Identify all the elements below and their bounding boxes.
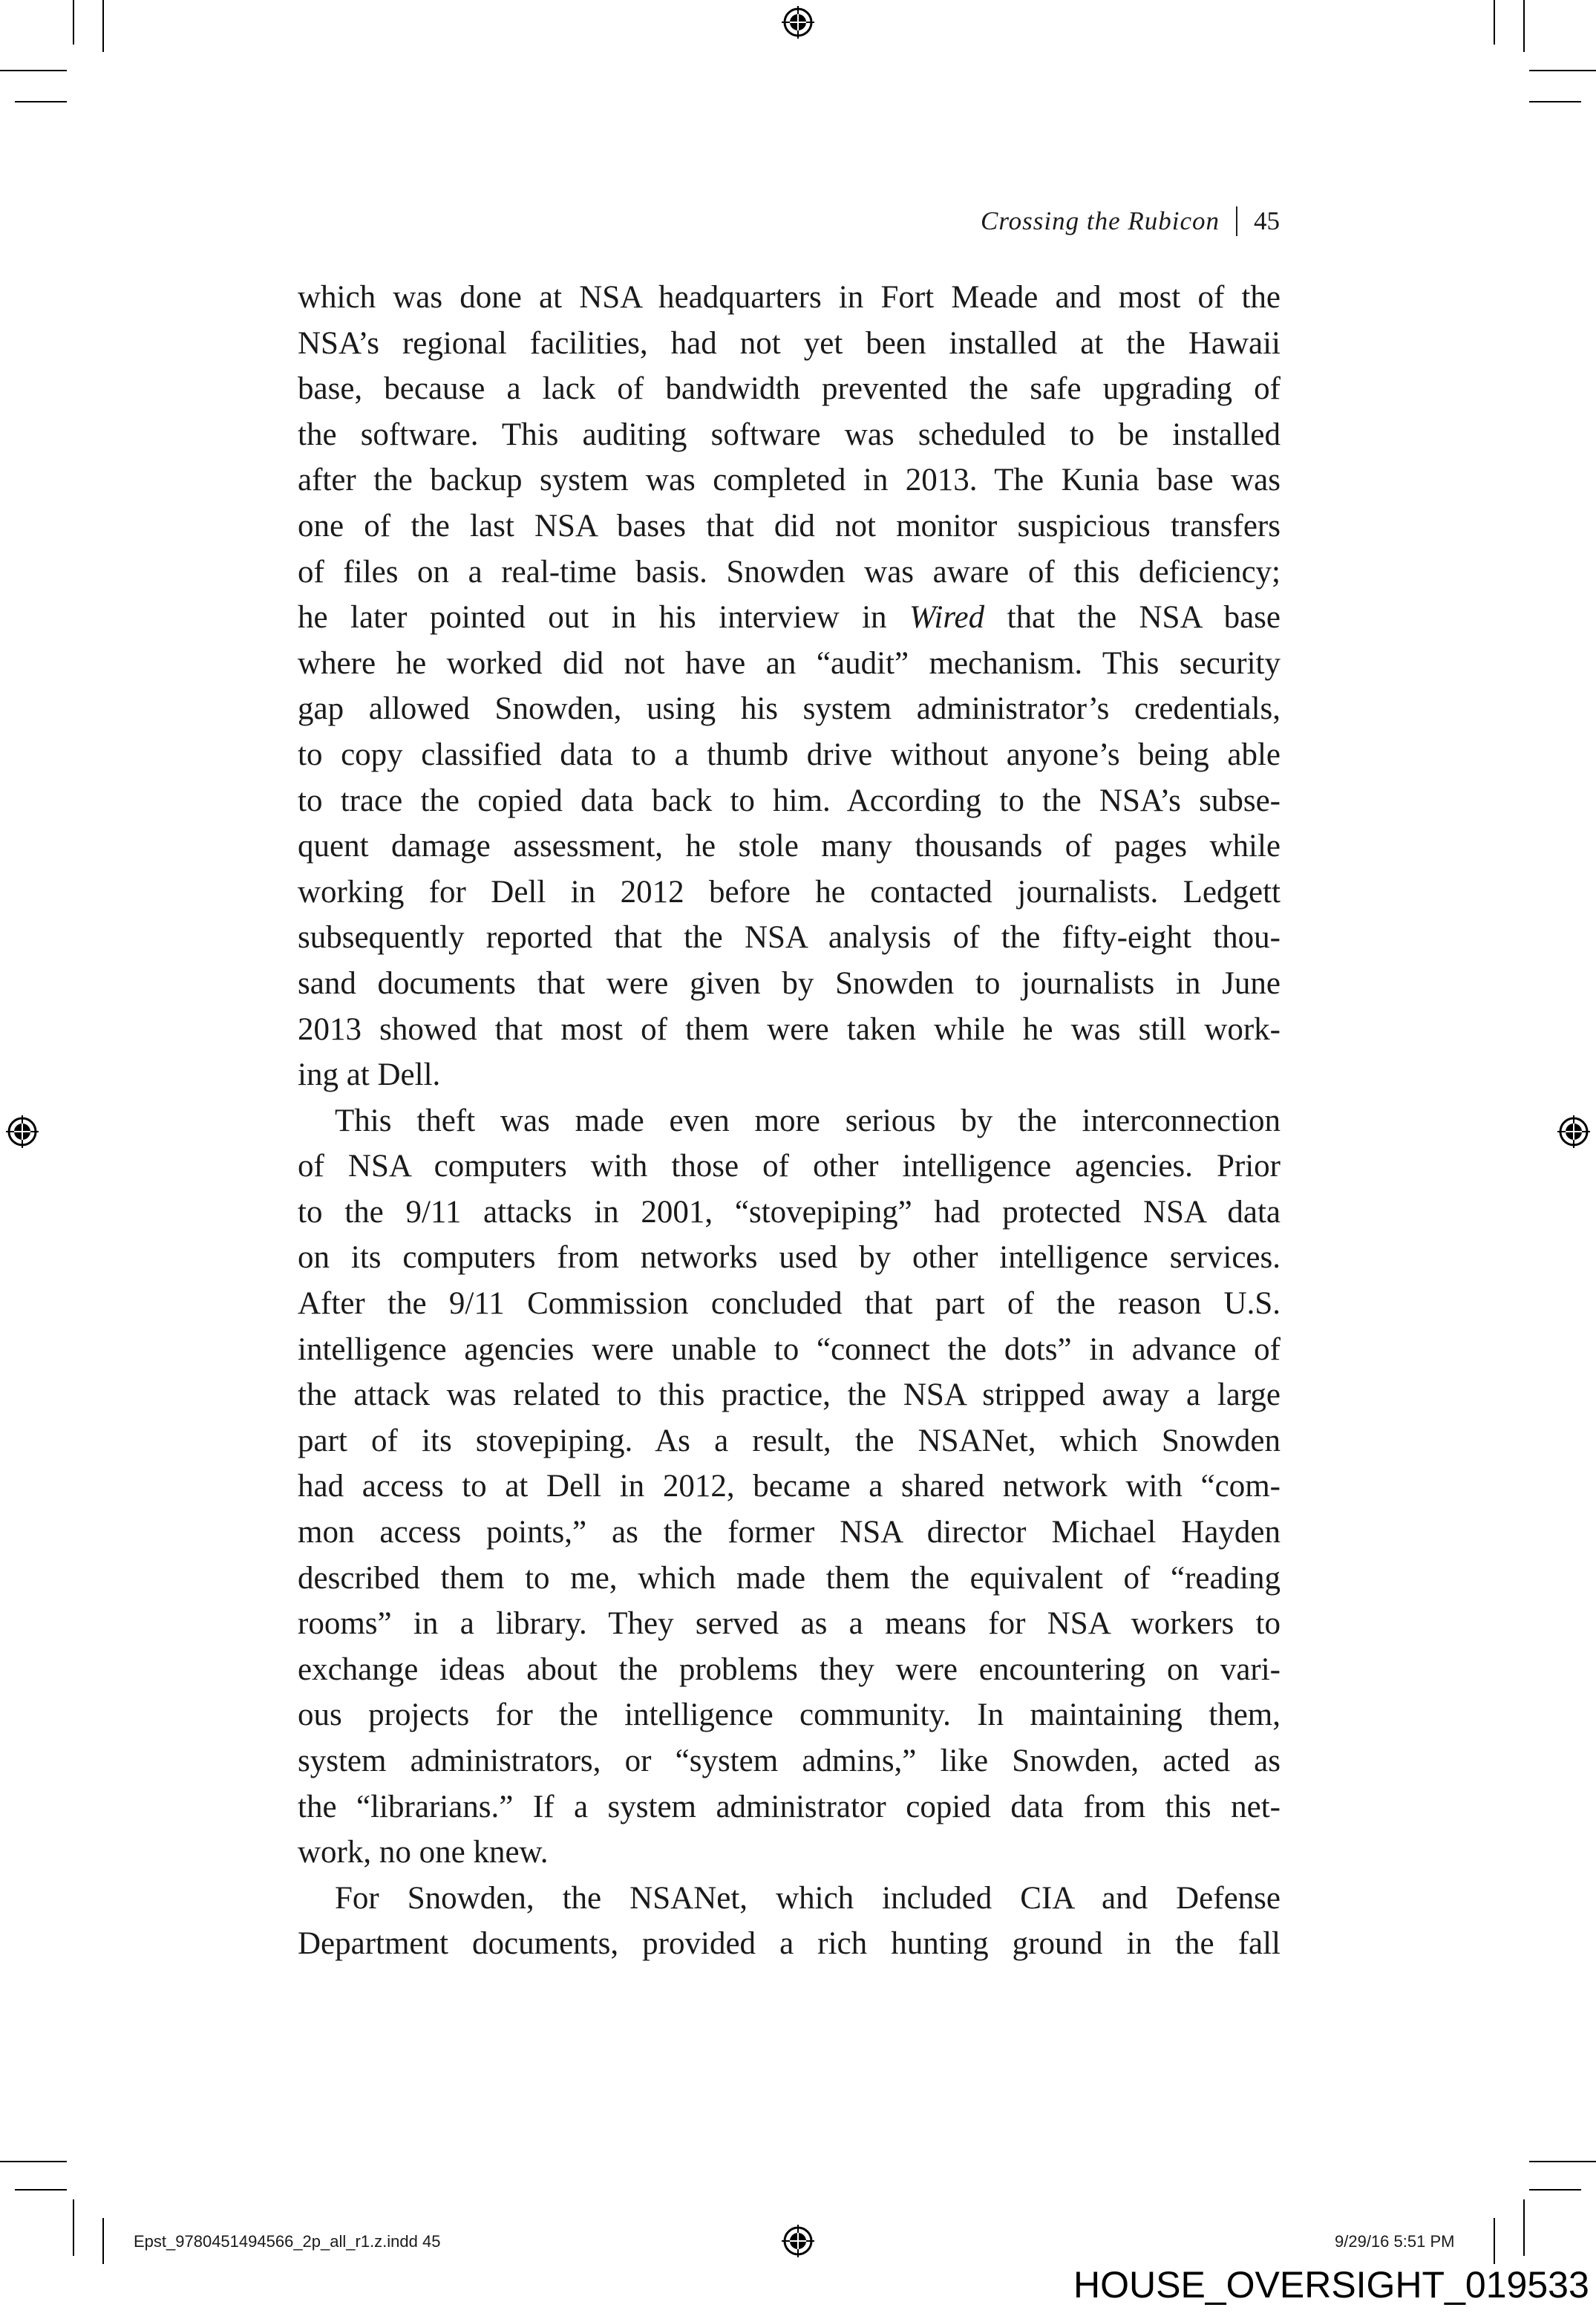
- body-text: [298, 275, 1281, 1967]
- text-line: of files on a real-time basis. Snowden was aware of this deficiency;: [298, 554, 1281, 590]
- crop-mark: [73, 2199, 74, 2256]
- text-line: 2013 showed that most of them were taken while he was still work-: [298, 1011, 1281, 1047]
- text-line: described them to me, which made them the equivalent of “reading: [298, 1560, 1281, 1596]
- crop-mark: [1494, 2218, 1495, 2264]
- registration-mark-icon: [1557, 1115, 1590, 1148]
- text-line: to copy classified data to a thumb drive without anyone’s being able: [298, 737, 1281, 772]
- text-line: had access to at Dell in 2012, became a shared network with “com-: [298, 1469, 1281, 1504]
- text-line: to trace the copied data back to him. According to the NSA’s subse-: [298, 783, 1281, 818]
- text-line: sand documents that were given by Snowden to journalists in June: [298, 965, 1281, 1001]
- crop-mark: [102, 0, 104, 52]
- crop-mark: [0, 2161, 67, 2162]
- crop-mark: [102, 2218, 104, 2264]
- crop-mark: [73, 0, 74, 45]
- crop-mark: [1523, 2199, 1525, 2256]
- slug-filename: Epst_9780451494566_2p_all_r1.z.indd 45: [134, 2232, 441, 2251]
- text-line: on its computers from networks used by other intelligence services.: [298, 1240, 1281, 1276]
- running-head: [981, 206, 1280, 236]
- text-line: of NSA computers with those of other intelligence agencies. Prior: [298, 1149, 1281, 1184]
- text-line: one of the last NSA bases that did not monitor suspicious transfers: [298, 508, 1281, 544]
- text-line: ing at Dell.: [298, 1057, 441, 1093]
- text-line: which was done at NSA headquarters in Fort Meade and most of the: [298, 280, 1281, 315]
- text-line: where he worked did not have an “audit” mechanism. This security: [298, 645, 1281, 681]
- bates-number: HOUSE_OVERSIGHT_019533: [1073, 2264, 1589, 2306]
- crop-mark: [1529, 2189, 1581, 2191]
- crop-mark: [0, 70, 67, 71]
- page-number: 45: [1254, 206, 1280, 235]
- text-line: working for Dell in 2012 before he contacted journalists. Ledgett: [298, 874, 1281, 910]
- text-line: For Snowden, the NSANet, which included CIA and Defense: [335, 1880, 1281, 1916]
- text-line: quent damage assessment, he stole many thousands of pages while: [298, 829, 1281, 864]
- crop-mark: [1523, 0, 1525, 52]
- text-line: This theft was made even more serious by the interconnection: [335, 1103, 1281, 1138]
- text-line: gap allowed Snowden, using his system administrator’s credentials,: [298, 691, 1281, 727]
- crop-mark: [15, 2189, 67, 2191]
- divider: [1236, 206, 1237, 236]
- text-line: to the 9/11 attacks in 2001, “stovepiping” had protected NSA data: [298, 1194, 1281, 1230]
- text-line: the attack was related to this practice, the NSA stripped away a large: [298, 1377, 1281, 1413]
- text-line: mon access points,” as the former NSA director Michael Hayden: [298, 1515, 1281, 1550]
- text-line: ous projects for the intelligence community. In maintaining them,: [298, 1697, 1281, 1733]
- text-line: after the backup system was completed in 2013. The Kunia base was: [298, 463, 1281, 498]
- text-line: the “librarians.” If a system administrator copied data from this net-: [298, 1789, 1281, 1824]
- registration-mark-icon: [782, 6, 814, 39]
- text-line: After the 9/11 Commission concluded that part of the reason U.S.: [298, 1286, 1281, 1322]
- crop-mark: [15, 101, 67, 102]
- text-line: rooms” in a library. They served as a means for NSA workers to: [298, 1606, 1281, 1642]
- text-line: subsequently reported that the NSA analysis of the fifty-eight thou-: [298, 920, 1281, 956]
- text-line: part of its stovepiping. As a result, the NSANet, which Snowden: [298, 1423, 1281, 1458]
- crop-mark: [1529, 101, 1581, 102]
- text-line: Department documents, provided a rich hunting ground in the fall: [298, 1926, 1281, 1962]
- slug-datetime: 9/29/16 5:51 PM: [1335, 2232, 1455, 2251]
- text-line: he later pointed out in his interview in Wired that the NSA base: [298, 600, 1281, 636]
- text-line: exchange ideas about the problems they were encountering on vari-: [298, 1651, 1281, 1687]
- crop-mark: [1529, 70, 1596, 71]
- chapter-title: Crossing the Rubicon: [980, 206, 1220, 235]
- crop-mark: [1494, 0, 1495, 45]
- registration-mark-icon: [6, 1115, 39, 1148]
- text-line: work, no one knew.: [298, 1835, 549, 1870]
- text-line: the software. This auditing software was scheduled to be installed: [298, 417, 1281, 452]
- crop-mark: [1529, 2161, 1596, 2162]
- text-line: base, because a lack of bandwidth prevented the safe upgrading of: [298, 371, 1281, 407]
- text-line: intelligence agencies were unable to “connect the dots” in advance of: [298, 1331, 1281, 1367]
- text-line: system administrators, or “system admins,” like Snowden, acted as: [298, 1743, 1281, 1778]
- registration-mark-icon: [782, 2225, 814, 2257]
- text-line: NSA’s regional facilities, had not yet been installed at the Hawaii: [298, 325, 1281, 361]
